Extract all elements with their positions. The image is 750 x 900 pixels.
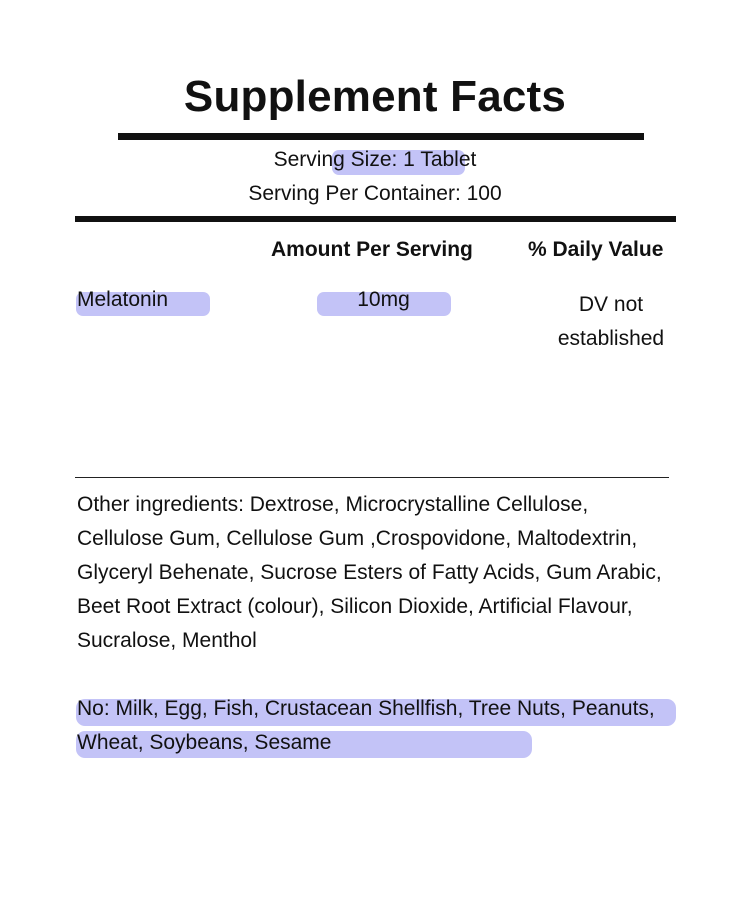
daily-value-header: % Daily Value <box>528 238 664 261</box>
allergen-statement: No: Milk, Egg, Fish, Crustacean Shellfish, Tree Nuts, Peanuts, Wheat, Soybeans, Sesame <box>77 697 655 754</box>
other-ingredients: Other ingredients: Dextrose, Microcrystalline Cellulose, Cellulose Gum, Cellulose Gum ,Crospovidone, Maltodextrin, Glyceryl Behenate, Sucrose Esters of Fatty Acids, Gum Arabic, Beet Root Extract (colour), Silicon Dioxide, Artificial Flavour, Sucralose, Menthol <box>77 493 662 652</box>
amount-per-serving-header: Amount Per Serving <box>271 238 473 261</box>
nutrient-name: Melatonin <box>77 288 169 311</box>
title-rule <box>118 133 644 140</box>
nutrient-daily-value: DV not established <box>557 293 665 350</box>
serving-size: Serving Size: 1 Tablet <box>273 148 477 171</box>
ingredients-divider <box>75 477 669 478</box>
section-rule <box>75 216 676 222</box>
supplement-facts-title: Supplement Facts <box>183 72 567 121</box>
servings-per-container: Serving Per Container: 100 <box>248 182 502 205</box>
nutrient-amount: 10mg <box>357 288 410 311</box>
